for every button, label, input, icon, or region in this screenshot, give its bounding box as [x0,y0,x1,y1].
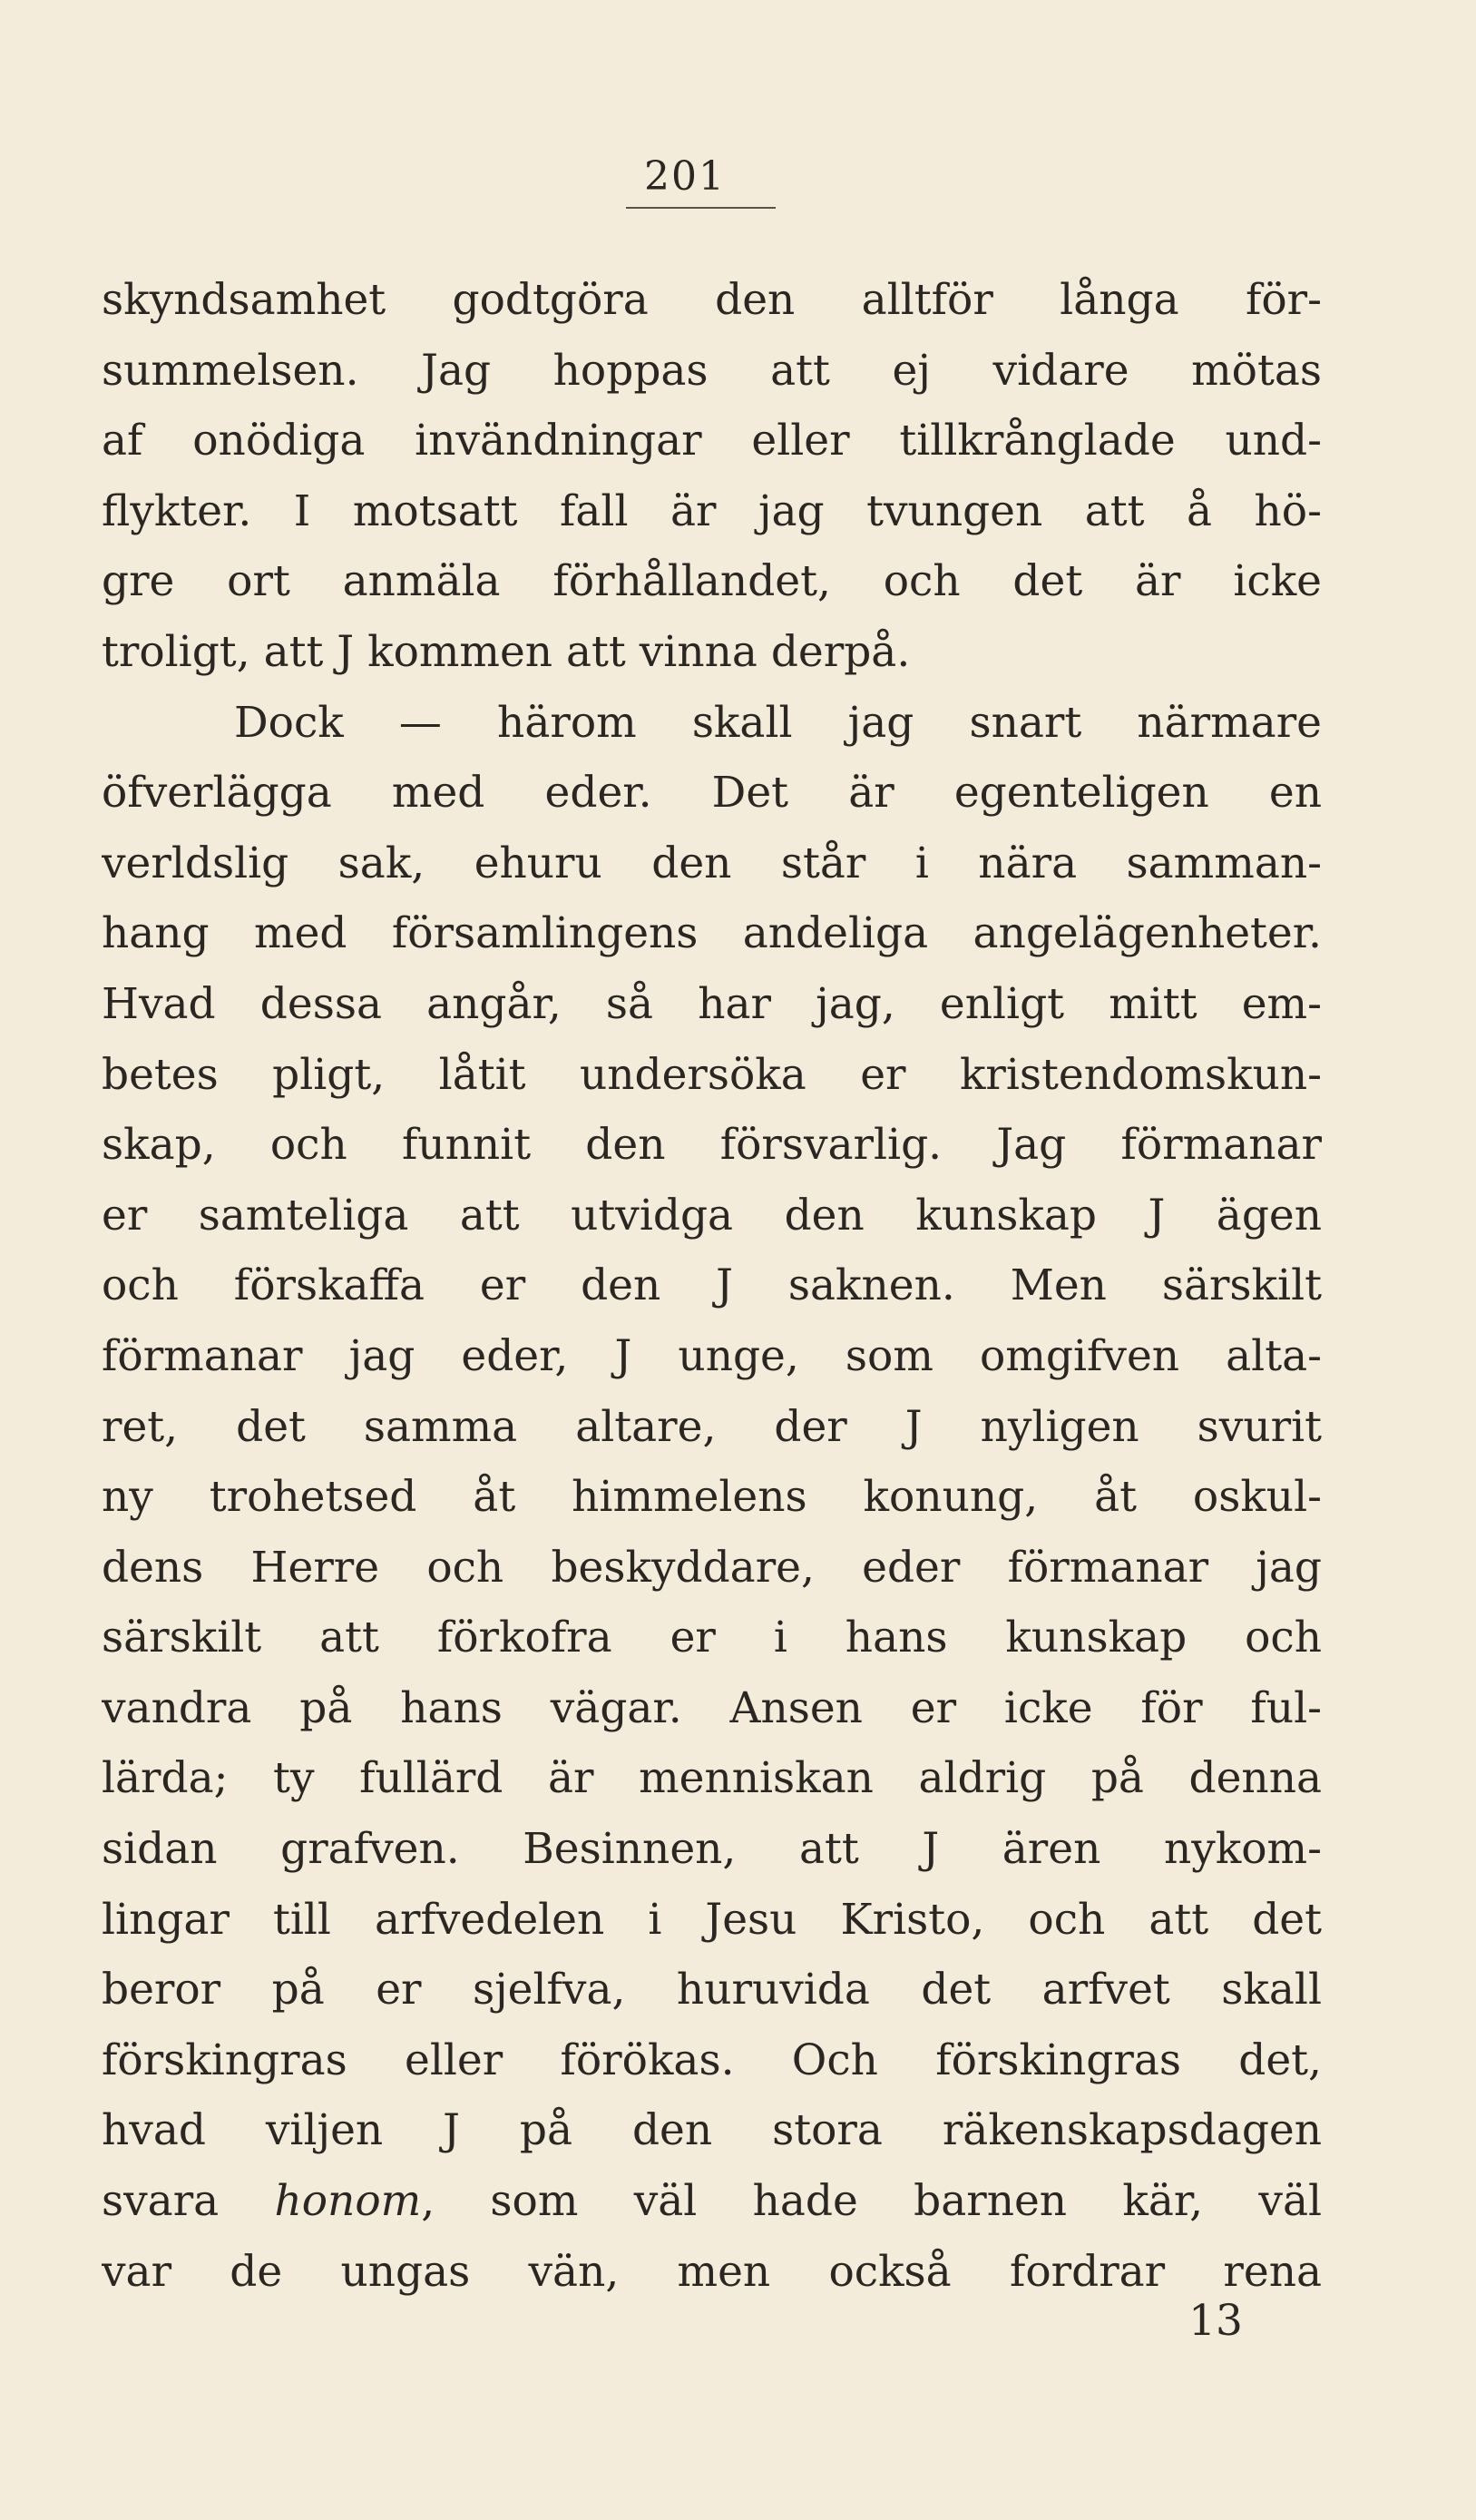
text-line-start: svara [102,2176,275,2227]
text-line: hang med församlingens andeliga angelägenheter. [102,908,1322,959]
text-line: vandra på hans vägar. Ansen er icke för ful- [102,1682,1322,1733]
text-line: förskingras eller förökas. Och förskingras det, [102,2035,1322,2085]
text-line: gre ort anmäla förhållandet, och det är icke [102,556,1322,607]
text-line: beror på er sjelfva, huruvida det arfvet skall [102,1965,1322,2015]
body-text [102,265,1322,2307]
text-line: ny trohetsed åt himmelens konung, åt oskul- [102,1472,1322,1523]
text-line: flykter. I motsatt fall är jag tvungen att å hö- [102,485,1322,536]
italic-word: honom [274,2176,422,2227]
page-number: 201 [644,153,726,200]
page-number-rule [626,207,776,209]
text-line: Dock — härom skall jag snart närmare [234,697,1322,748]
text-line: särskilt att förkofra er i hans kunskap och [102,1613,1322,1663]
text-line: troligt, att J kommen att vinna derpå. [102,626,911,677]
text-line: förmanar jag eder, J unge, som omgifven alta- [102,1330,1322,1381]
text-line: hvad viljen J på den stora räkenskapsdagen [102,2105,1322,2156]
text-line: öfverlägga med eder. Det är egenteligen en [102,768,1322,819]
text-line: skyndsamhet godtgöra den alltför långa för- [102,275,1322,325]
text-line [102,2166,1322,2237]
text-line: verldslig sak, ehuru den står i nära samman- [102,838,1322,888]
text-line: af onödiga invändningar eller tillkrånglade und- [102,416,1322,466]
signature-mark: 13 [1188,2296,1243,2346]
text-line: dens Herre och beskyddare, eder förmanar jag [102,1542,1322,1593]
text-line: sidan grafven. Besinnen, att J ären nykom- [102,1824,1322,1875]
text-line: skap, och funnit den försvarlig. Jag förmanar [102,1120,1322,1171]
text-line: Hvad dessa angår, så har jag, enligt mitt em- [102,978,1322,1029]
text-line-end: , som väl hade barnen kär, väl [421,2176,1322,2227]
text-line: var de ungas vän, men också fordrar rena [102,2246,1322,2297]
text-line: summelsen. Jag hoppas att ej vidare mötas [102,345,1322,396]
text-line: er samteliga att utvidga den kunskap J ägen [102,1190,1322,1240]
text-line: betes pligt, låtit undersöka er kristendomskun- [102,1049,1322,1100]
text-line: lingar till arfvedelen i Jesu Kristo, och att det [102,1894,1322,1945]
text-line: och förskaffa er den J saknen. Men särskilt [102,1260,1322,1311]
text-line: lärda; ty fullärd är menniskan aldrig på denna [102,1753,1322,1804]
text-line: ret, det samma altare, der J nyligen svurit [102,1401,1322,1452]
